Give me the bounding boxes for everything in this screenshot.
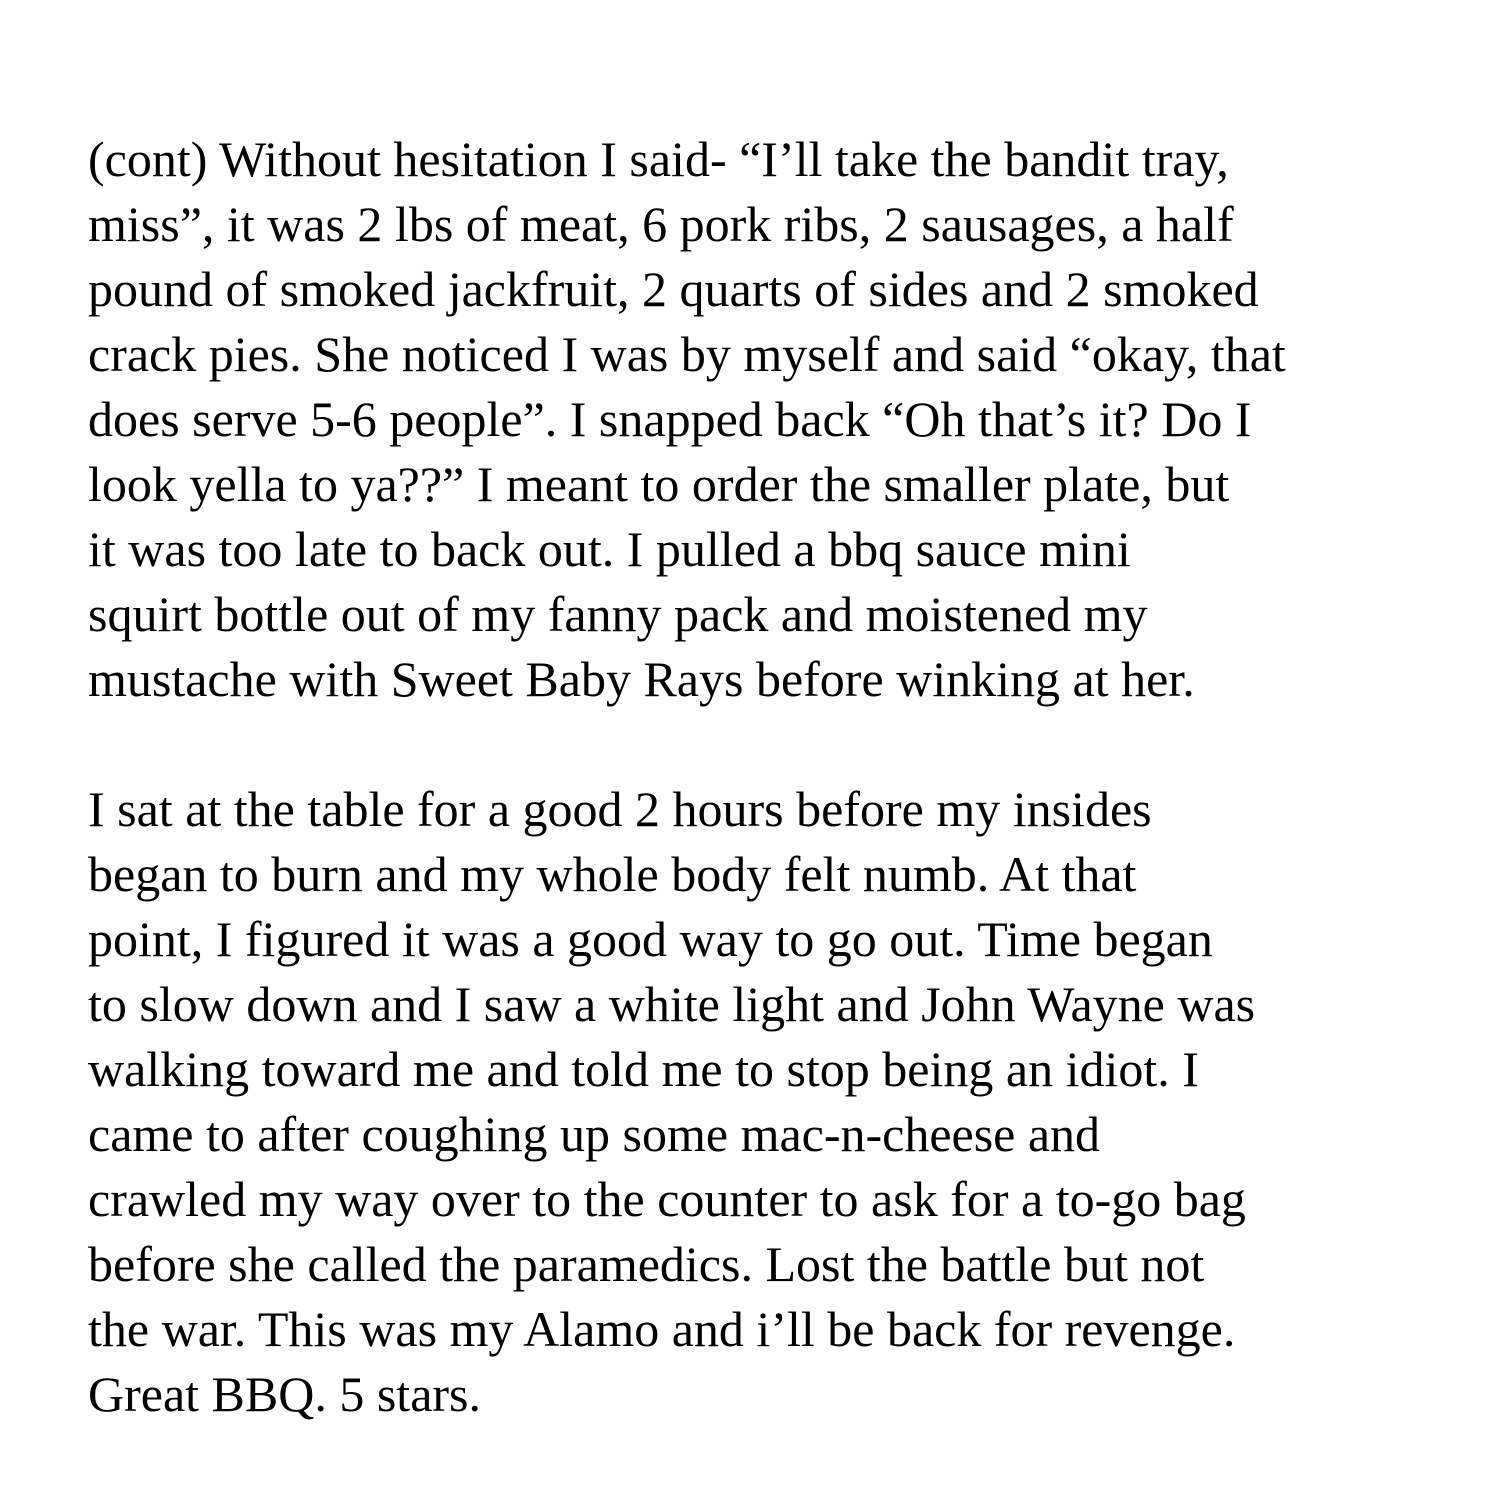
review-text: [88, 127, 1460, 1427]
paragraph: I sat at the table for a good 2 hours before my insides began to burn and my whole body felt numb. At that point, I figured it was a good way to go out. Time began to slow down and I saw a white light and John Wayne was walking toward me and told me to stop being an idiot. I came to after coughing up some mac-n-cheese and crawled my way over to the counter to ask for a to-go bag before she called the paramedics. Lost the battle but not the war. This was my Alamo and i’ll be back for revenge. Great BBQ. 5 stars.: [88, 781, 1256, 1422]
paragraph: (cont) Without hesitation I said- “I’ll take the bandit tray, miss”, it was 2 lbs of meat, 6 pork ribs, 2 sausages, a half pound of smoked jackfruit, 2 quarts of sides and 2 smoked crack pies. She noticed I was by myself and said “okay, that does serve 5-6 people”. I snapped back “Oh that’s it? Do I look yella to ya??” I meant to order the smaller plate, but it was too late to back out. I pulled a bbq sauce mini squirt bottle out of my fanny pack and moistened my mustache with Sweet Baby Rays before winking at her.: [88, 131, 1286, 707]
